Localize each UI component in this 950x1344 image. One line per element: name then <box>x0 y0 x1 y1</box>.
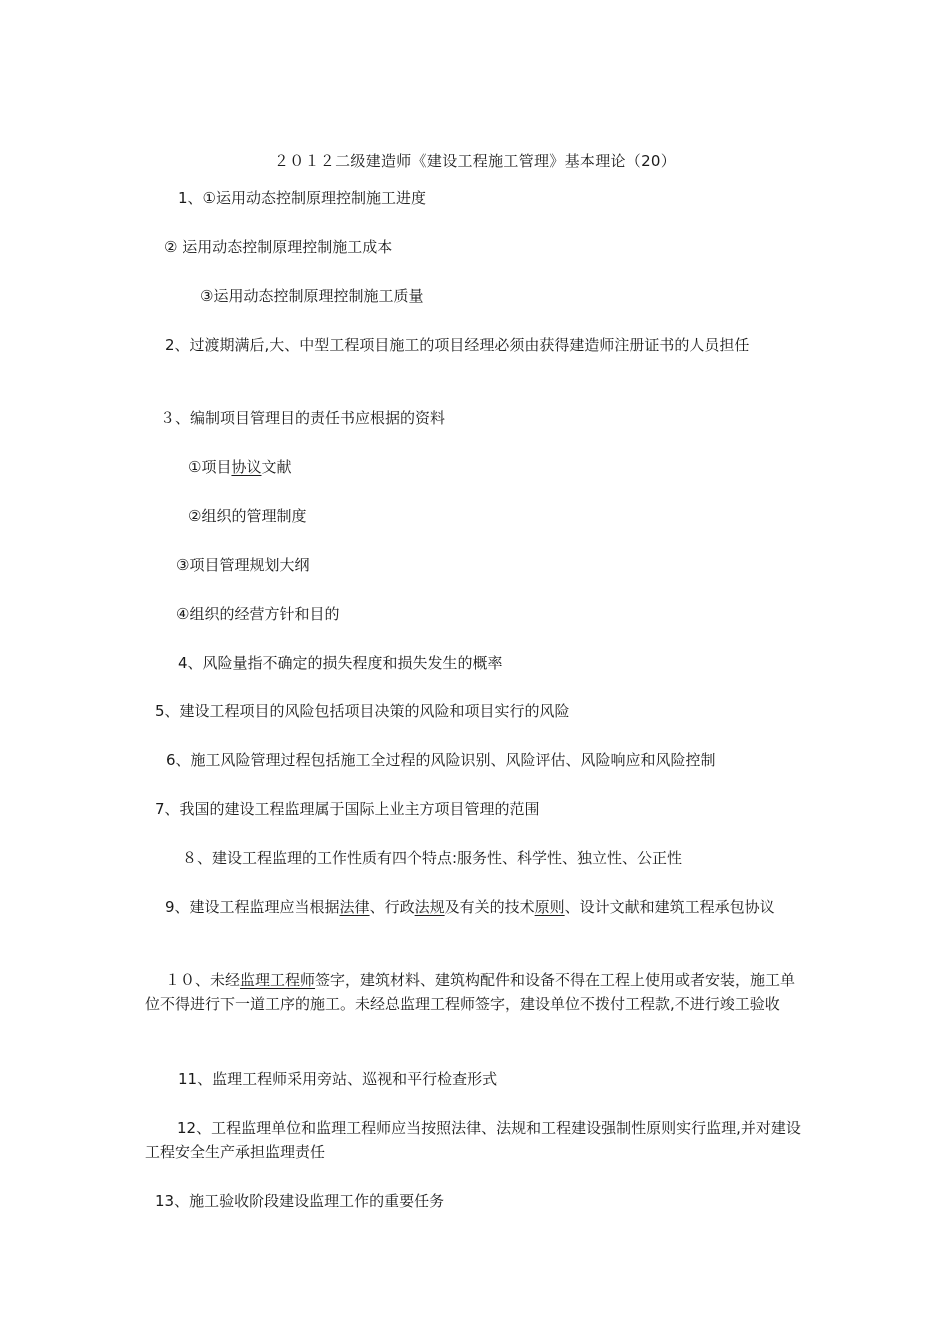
item-11: 11、监理工程师采用旁站、巡视和平行检查形式 <box>178 1070 498 1088</box>
item-9 <box>145 895 805 919</box>
item-3-a-prefix: ①项目 <box>188 458 232 476</box>
item-6: 6、施工风险管理过程包括施工全过程的风险识别、风险评估、风险响应和风险控制 <box>166 751 716 769</box>
item-10-part-1: １０、未经 <box>165 971 241 989</box>
item-1-a: 1、①运用动态控制原理控制施工进度 <box>178 189 426 207</box>
item-13: 13、施工验收阶段建设监理工作的重要任务 <box>155 1192 445 1210</box>
item-7: 7、我国的建设工程监理属于国际上业主方项目管理的范围 <box>155 800 540 818</box>
item-12: 12、工程监理单位和监理工程师应当按照法律、法规和工程建设强制性原则实行监理,并对建设工程安全生产承担监理责任 <box>145 1119 801 1161</box>
item-8: ８、建设工程监理的工作性质有四个特点:服务性、科学性、独立性、公正性 <box>182 849 683 867</box>
document-title: ２０１２二级建造师《建设工程施工管理》基本理论（20） <box>273 152 677 170</box>
regulation-link[interactable]: 法规 <box>414 898 445 916</box>
item-3-c: ③项目管理规划大纲 <box>176 556 310 574</box>
item-1-c: ③运用动态控制原理控制施工质量 <box>200 287 424 305</box>
principle-link[interactable]: 原则 <box>534 898 565 916</box>
item-10 <box>145 968 805 1016</box>
agreement-link[interactable]: 协议 <box>231 458 262 476</box>
item-9-part-4: 、设计文献和建筑工程承包协议 <box>564 898 775 916</box>
item-4: 4、风险量指不确定的损失程度和损失发生的概率 <box>178 654 503 672</box>
item-2: 2、过渡期满后,大、中型工程项目施工的项目经理必须由获得建造师注册证书的人员担任 <box>165 336 750 354</box>
item-1-b: ② 运用动态控制原理控制施工成本 <box>164 238 393 256</box>
supervision-engineer-link[interactable]: 监理工程师 <box>240 971 316 989</box>
item-10-part-2: 签字，建筑材料、建筑构配件和设备不得在工程上使用或者安装，施工单位不得进行下一道工序的施工。未经总监理工程师签字，建设单位不拨付工程款,不进行竣工验收 <box>145 971 796 1013</box>
item-3-b: ②组织的管理制度 <box>188 507 307 525</box>
item-3: ３、编制项目管理目的责任书应根据的资料 <box>160 409 446 427</box>
item-9-part-2: 、行政 <box>369 898 415 916</box>
item-3-a-suffix: 文献 <box>261 458 292 476</box>
item-9-part-3: 及有关的技术 <box>444 898 535 916</box>
item-3-a <box>188 455 291 479</box>
law-link[interactable]: 法律 <box>339 898 370 916</box>
item-9-part-1: 9、建设工程监理应当根据 <box>165 898 340 916</box>
item-5: 5、建设工程项目的风险包括项目决策的风险和项目实行的风险 <box>155 702 570 720</box>
item-3-d: ④组织的经营方针和目的 <box>176 605 340 623</box>
